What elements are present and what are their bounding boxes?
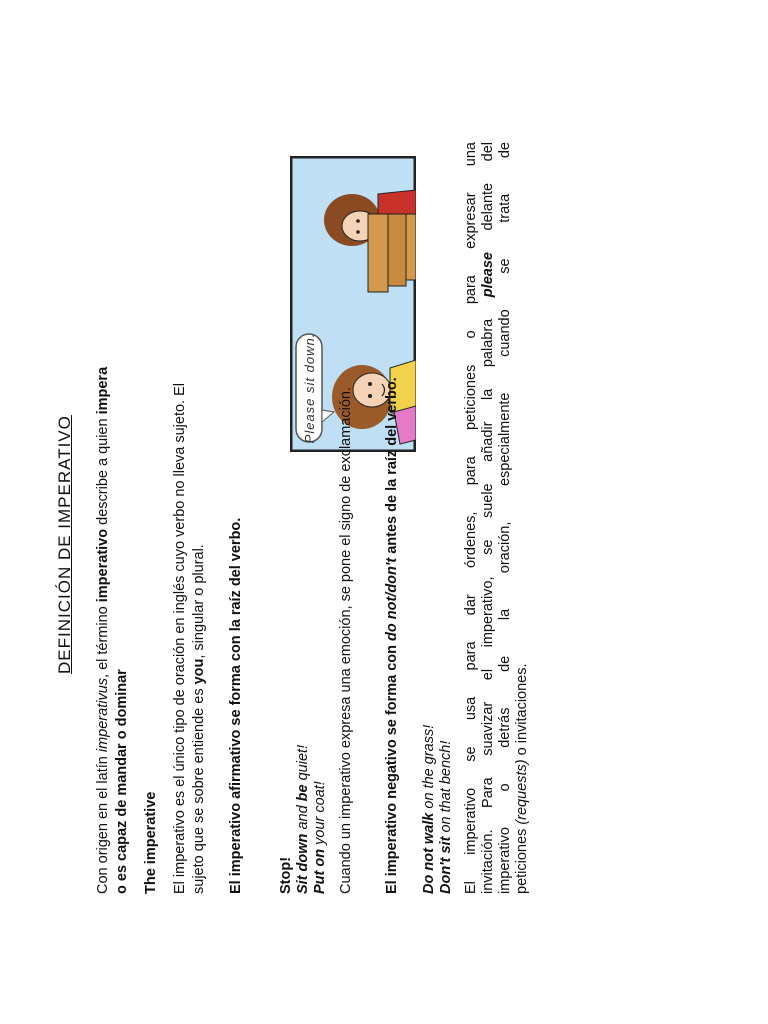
example-your-coat: your coat!: [312, 781, 328, 849]
usage-requests: (requests): [514, 759, 530, 825]
example-sit-down-and: and: [295, 801, 311, 834]
intro-line-1: [95, 367, 112, 894]
example-on-that-bench: on that bench!: [438, 740, 454, 837]
example-stop: Stop!: [278, 856, 294, 894]
example-dont-sit-verb: Don't sit: [438, 836, 454, 894]
negative-heading-dont: do not/don't: [384, 557, 400, 641]
section-heading: The imperative: [143, 791, 159, 894]
usage-peticiones: peticiones: [514, 824, 530, 894]
usage-line-2: [480, 142, 497, 894]
emotion-note: Cuando un imperativo expresa una emoción, se pone el signo de exclamación.: [338, 386, 354, 894]
intro-text-a: Con origen en el latín: [95, 752, 111, 894]
usage-line-1: El imperativo se usa para dar órdenes, para peticiones o para expresar una: [463, 142, 479, 894]
page-title: DEFINICIÓN DE IMPERATIVO: [55, 415, 74, 674]
definition-line-2: [191, 544, 208, 894]
usage-text-a: invitación. Para suavizar el imperativo, se suele añadir la palabra: [480, 297, 496, 894]
example-put-on: [312, 781, 329, 894]
example-quiet: quiet!: [295, 744, 311, 785]
affirmative-heading: El imperativo afirmativo se forma con la raíz del verbo.: [228, 517, 244, 894]
intro-term: imperativo: [95, 528, 111, 603]
example-put-on-verb: Put on: [312, 848, 328, 894]
example-on-the-grass: on the grass!: [421, 724, 437, 813]
usage-line-4: [514, 142, 531, 894]
example-do-not-walk: [421, 725, 438, 894]
intro-text-e: describe a quien: [95, 414, 111, 529]
usage-line-3: imperativo o detrás de la oración, especialmente cuando se trata de: [497, 142, 513, 894]
definition-you: you: [191, 658, 207, 685]
example-do-not-walk-verb: Do not walk: [421, 812, 437, 894]
intro-line-2: o es capaz de mandar o dominar: [114, 669, 130, 894]
negative-heading-a: El imperativo negativo se forma con: [384, 640, 400, 894]
usage-invitaciones: o invitaciones.: [514, 663, 530, 760]
intro-impera: impera: [95, 366, 111, 415]
negative-heading: [384, 377, 401, 894]
speech-bubble-text: Please sit down.: [302, 332, 317, 444]
example-be-verb: be: [295, 784, 311, 802]
example-sit-down-verb: Sit down: [295, 833, 311, 894]
definition-text-c: , singular o plural.: [191, 544, 207, 659]
intro-text-c: , el término: [95, 602, 111, 678]
usage-please: please: [480, 252, 496, 298]
example-sit-down: [295, 745, 312, 894]
definition-line-1: El imperativo es el único tipo de oración en inglés cuyo verbo no lleva sujeto. El: [172, 382, 188, 894]
definition-text-a: sujeto que se sobre entiende es: [191, 684, 207, 894]
example-dont-sit: [438, 741, 455, 894]
negative-heading-c: antes de la raíz del verbo.: [384, 377, 400, 558]
usage-text-c: delante del: [480, 141, 496, 253]
intro-latin-word: imperativus: [95, 677, 111, 753]
